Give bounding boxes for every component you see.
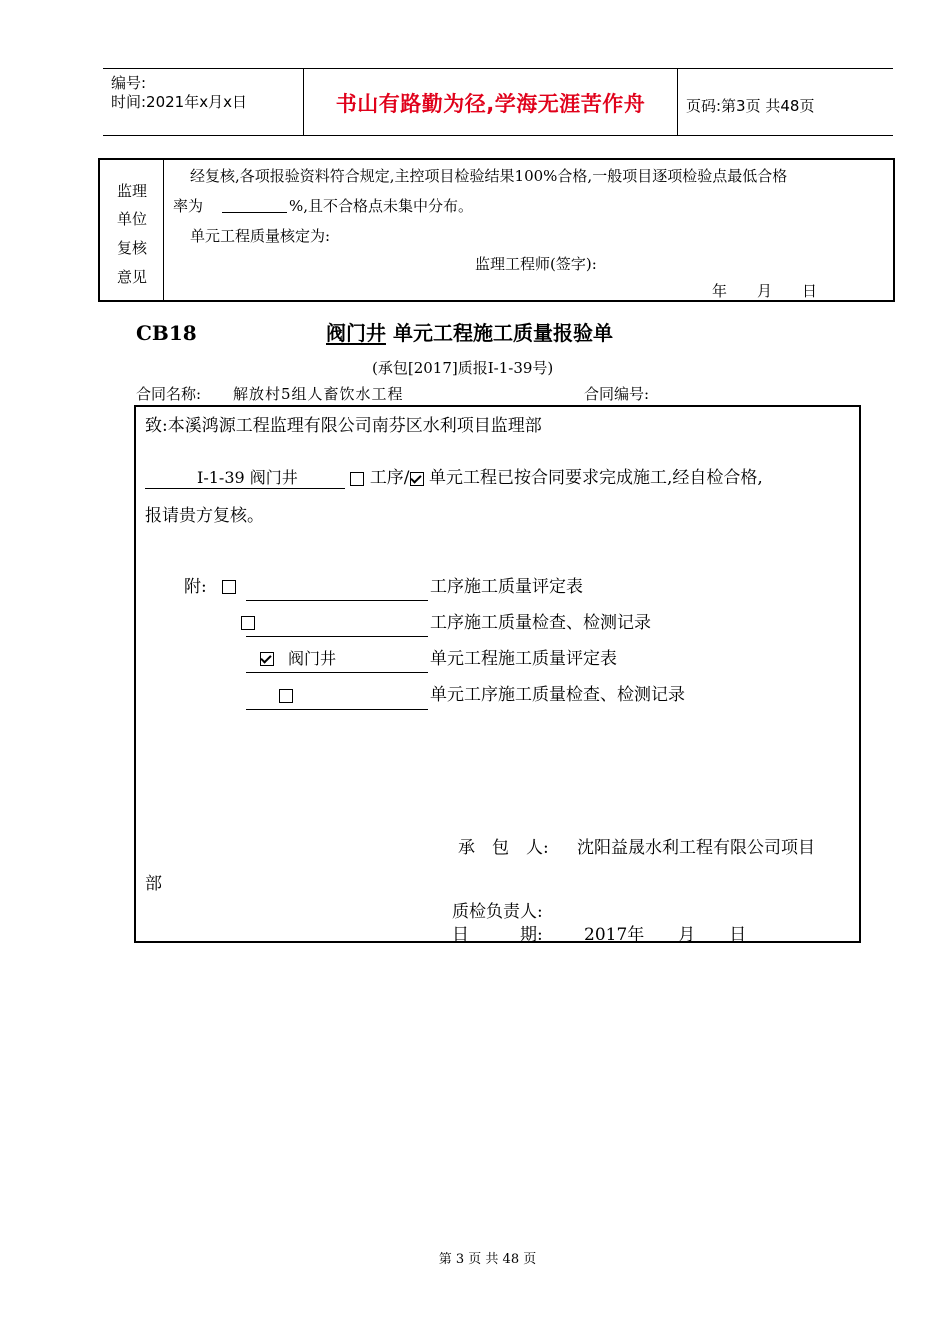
form-title: 单元工程施工质量报验单: [392, 321, 613, 345]
engineer-signature: 监理工程师(签字):: [475, 255, 597, 273]
attachment-blank: [246, 636, 428, 637]
attachment-blank: [246, 600, 428, 601]
contract-name: 解放村5组人畜饮水工程: [233, 385, 404, 403]
form-code: CB18: [136, 321, 197, 345]
page-label: 页码:第3页 共48页: [686, 97, 815, 115]
review-rate-suffix: %,且不合格点未集中分布。: [289, 197, 474, 215]
addressee-line: 致:本溪鸿源工程监理有限公司南芬区水利项目监理部: [145, 416, 542, 436]
report-number: (承包[2017]质报I-1-39号): [372, 359, 554, 377]
review-side-label: 复核: [116, 239, 147, 257]
header-divider: [677, 68, 678, 135]
review-line-1: 经复核,各项报验资料符合规定,主控项目检验结果100%合格,一般项目逐项检验点最低合格: [190, 167, 788, 185]
review-side-label: 单位: [116, 210, 147, 228]
attachment-label: 单元工程施工质量评定表: [430, 649, 617, 669]
contractor-label: 承 包 人:: [458, 838, 549, 858]
process-label: 工序/: [369, 468, 410, 488]
attachment-checkbox[interactable]: [222, 580, 236, 594]
time-label: 时间:2021年x月x日: [111, 93, 247, 111]
attachment-blank: [246, 672, 428, 673]
attachment-label: 工序施工质量检查、检测记录: [430, 613, 651, 633]
review-rate-prefix: 率为: [173, 197, 204, 215]
review-side-label: 意见: [116, 268, 147, 286]
contractor-name-wrap: 部: [145, 874, 162, 894]
attachment-checkbox[interactable]: [241, 616, 255, 630]
contract-name-label: 合同名称:: [136, 385, 202, 403]
statement-line: [145, 463, 763, 489]
date-value: 2017年 月 日: [584, 925, 747, 945]
statement-tail: 单元工程已按合同要求完成施工,经自检合格,: [428, 468, 763, 488]
attachment-label: 单元工序施工质量检查、检测记录: [430, 685, 685, 705]
statement-line-2: 报请贵方复核。: [145, 506, 264, 526]
contract-number-label: 合同编号:: [584, 385, 650, 403]
attachments-label: 附:: [184, 577, 207, 597]
title-unit-name: 阀门井: [326, 321, 386, 345]
attachment-blank: [246, 709, 428, 710]
attachment-label: 工序施工质量评定表: [430, 577, 583, 597]
attachment-checkbox[interactable]: [279, 689, 293, 703]
attachment-fill: 阀门井: [288, 649, 337, 668]
review-side-label: 监理: [116, 182, 147, 200]
motto: 书山有路勤为径,学海无涯苦作舟: [335, 92, 646, 116]
qc-lead-label: 质检负责人:: [452, 902, 543, 922]
header-bottom-rule: [103, 135, 893, 136]
page-footer: 第 3 页 共 48 页: [438, 1252, 537, 1267]
rate-blank: [222, 212, 287, 213]
header-top-rule: [103, 68, 893, 69]
number-label: 编号:: [111, 74, 147, 92]
attachment-checkbox[interactable]: [260, 652, 274, 666]
review-date: 年 月 日: [712, 282, 818, 300]
unit-checkbox[interactable]: [410, 472, 424, 486]
unit-id: I-1-39 阀门井: [145, 465, 345, 489]
review-line-3: 单元工程质量核定为:: [190, 227, 331, 245]
contractor-name: 沈阳益晟水利工程有限公司项目: [577, 838, 815, 858]
date-label: 日 期:: [452, 925, 543, 945]
process-checkbox[interactable]: [350, 472, 364, 486]
